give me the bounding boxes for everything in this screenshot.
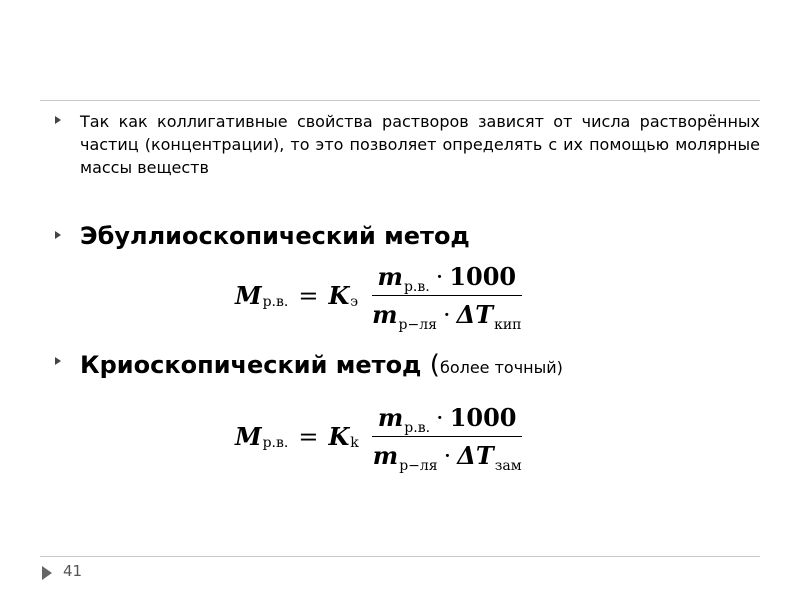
multiply-dot: · (442, 301, 451, 329)
formula-numerator (372, 262, 523, 296)
multiply-dot: · (436, 404, 444, 432)
formula-denominator (366, 296, 527, 333)
formula-mass-subscript: р.в. (262, 293, 289, 310)
formula-denominator (367, 437, 528, 474)
numerator-value: 1000 (449, 403, 517, 432)
denominator-mass: m (372, 441, 399, 470)
formula-constant-subscript: k (350, 434, 359, 451)
cryoscopic-heading-title: Криоскопический метод (80, 351, 422, 379)
denominator-delta-subscript: зам (494, 458, 522, 474)
formula-mass-subscript: р.в. (262, 434, 289, 451)
denominator-mass: m (372, 300, 398, 329)
numerator-mass-subscript: р.в. (404, 420, 431, 436)
numerator-mass: m (377, 403, 404, 432)
formula-mass-symbol: M (235, 281, 262, 310)
bullet-marker (55, 357, 61, 365)
numerator-mass: m (377, 262, 403, 291)
slide-nav-arrow-icon[interactable] (42, 566, 52, 580)
ebullioscopic-formula (235, 262, 528, 333)
note-text: более точный) (439, 358, 563, 377)
formula-equals: = (298, 281, 319, 310)
multiply-dot: · (435, 263, 444, 291)
formula-constant: K (328, 281, 350, 310)
intro-paragraph: Так как коллигативные свойства растворов зависят от числа растворённых частиц (концентрации), то это позволяет определять с их помощью молярные массы веществ (80, 112, 760, 177)
formula-constant: K (328, 422, 350, 451)
bullet-marker (55, 231, 61, 239)
bullet-marker (55, 116, 61, 124)
denominator-delta: ΔT (457, 441, 494, 470)
top-divider (40, 100, 760, 101)
bottom-divider (40, 556, 760, 557)
formula-mass-symbol: M (235, 422, 262, 451)
denominator-mass-subscript: р−ля (399, 458, 438, 474)
denominator-delta-subscript: кип (494, 317, 522, 333)
page-number: 41 (63, 562, 83, 580)
formula-fraction (366, 262, 527, 333)
numerator-value: 1000 (449, 262, 517, 291)
formula-fraction (367, 403, 528, 474)
formula-numerator (372, 403, 523, 437)
numerator-mass-subscript: р.в. (403, 279, 430, 295)
denominator-mass-subscript: р−ля (398, 317, 437, 333)
formula-equals: = (298, 422, 319, 451)
cryoscopic-heading-note (430, 350, 563, 380)
formula-constant-subscript: э (350, 293, 359, 310)
cryoscopic-formula (235, 403, 528, 474)
cryoscopic-heading (80, 350, 563, 380)
multiply-dot: · (443, 442, 452, 470)
ebullioscopic-heading: Эбуллиоскопический метод (80, 222, 470, 250)
denominator-delta: ΔT (456, 300, 494, 329)
note-paren: ( (429, 350, 440, 380)
